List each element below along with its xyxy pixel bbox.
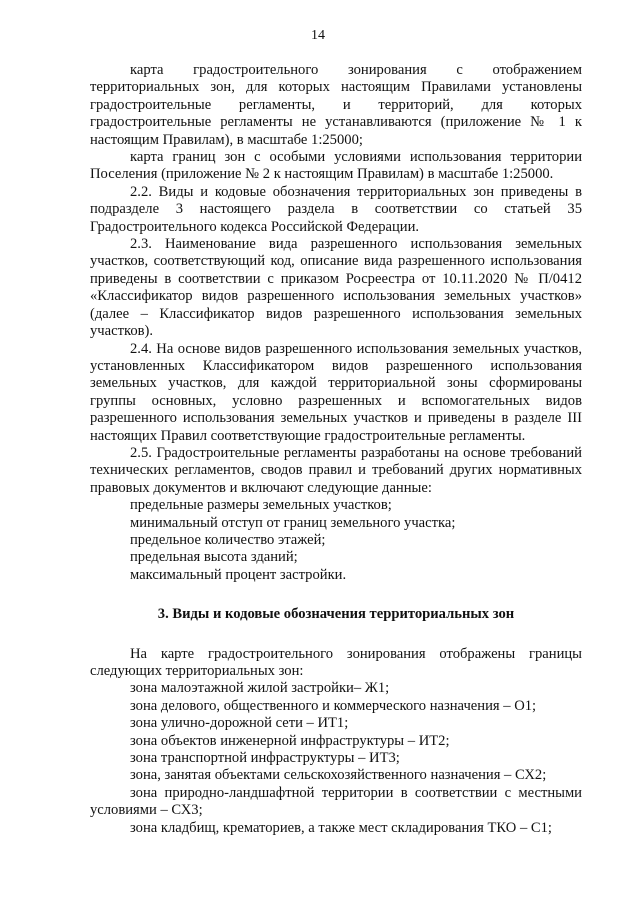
zone-item: зона малоэтажной жилой застройки– Ж1;	[130, 680, 390, 697]
zone-item: зона делового, общественного и коммерческого назначения – О1;	[130, 697, 537, 714]
paragraph-zoning-map: карта градостроительного зонирования с отображением территориальных зон, для которых настоящим Правилами установлены градостроительные регламенты, и территорий, для которых градостроительные регламенты не устанавливаются (приложение № 1 к настоящим Правилам), в масштабе 1:25000;	[90, 62, 582, 148]
zone-item: зона объектов инженерной инфраструктуры – ИТ2;	[130, 732, 450, 749]
regulation-item: предельное количество этажей;	[130, 531, 326, 548]
paragraph-2-3: 2.3. Наименование вида разрешенного использования земельных участков, соответствующий код, описание вида разрешенного использования приведены в соответствии с приказом Росреестра от 10.11.2020 № П/0412 «Классификатор видов разрешенного использования земельных участков» (далее – Классификатор видов разрешенного использования земельных участков).	[90, 236, 582, 340]
paragraph-special-zones-map: карта границ зон с особыми условиями использования территории Поселения (приложение № 2 к настоящим Правилам) в масштабе 1:25000.	[90, 149, 582, 183]
regulation-item: максимальный процент застройки.	[130, 566, 347, 583]
page-number: 14	[311, 28, 325, 43]
paragraph-2-4: 2.4. На основе видов разрешенного использования земельных участков, установленных Классификатором видов разрешенного использования земельных участков, для каждой территориальной зоны сформированы группы основных, условно разрешенных и вспомогательных видов разрешенного использования земельных участков и приведены в разделе III настоящих Правил соответствующие градостроительные регламенты.	[90, 340, 582, 444]
regulation-item: предельные размеры земельных участков;	[130, 497, 392, 514]
section-heading: 3. Виды и кодовые обозначения территориальных зон	[157, 606, 515, 623]
zone-item: зона кладбищ, крематориев, а также мест складирования ТКО – С1;	[130, 819, 552, 836]
zone-item: зона природно-ландшафтной территории в соответствии с местными условиями – СХ3;	[90, 784, 582, 819]
zone-item: зона, занятая объектами сельскохозяйственного назначения – СХ2;	[130, 767, 547, 784]
regulation-item: предельная высота зданий;	[130, 549, 298, 566]
paragraph-zones-intro: На карте градостроительного зонирования отображены границы следующих территориальных зон:	[90, 645, 582, 679]
paragraph-2-5: 2.5. Градостроительные регламенты разработаны на основе требований технических регламентов, сводов правил и требований других нормативных правовых документов и включают следующие данные:	[90, 444, 582, 496]
document-body	[90, 62, 582, 837]
zone-item: зона транспортной инфраструктуры – ИТ3;	[130, 750, 400, 767]
regulation-item: минимальный отступ от границ земельного участка;	[130, 514, 456, 531]
zone-item: зона улично-дорожной сети – ИТ1;	[130, 715, 349, 732]
paragraph-2-2: 2.2. Виды и кодовые обозначения территориальных зон приведены в подразделе 3 настоящего раздела в соответствии со статьей 35 Градостроительного кодекса Российской Федерации.	[90, 183, 582, 235]
